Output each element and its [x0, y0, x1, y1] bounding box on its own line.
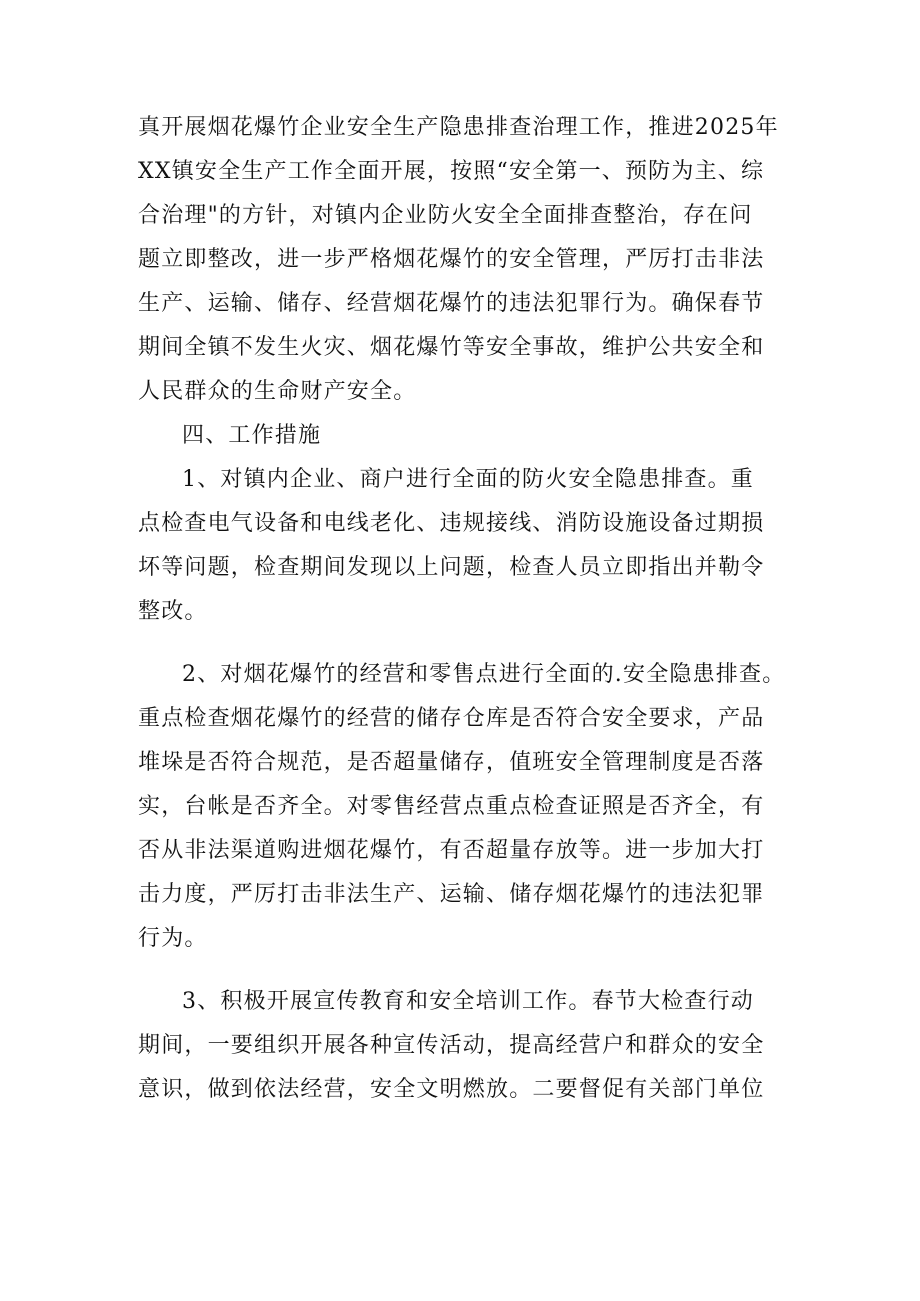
text-line: 合治理"的方针，对镇内企业防火安全全面排查整治，存在问: [138, 203, 753, 228]
text-line: 行为。: [138, 926, 208, 951]
text-line: 期间，一要组织开展各种宣传活动，提高经营户和群众的安全: [138, 1033, 765, 1058]
paragraph-gap: [138, 634, 798, 653]
paragraph-item-2: [138, 653, 798, 961]
text-line: 1、对镇内企业、商户进行全面的防火安全隐患排查。重: [182, 467, 754, 492]
text-line: 意识，做到依法经营，安全文明燃放。二要督促有关部门单位: [138, 1077, 765, 1102]
text-line: 2、对烟花爆竹的经营和零售点进行全面的.安全隐患排查。: [182, 662, 786, 687]
paragraph-intro: [138, 106, 798, 414]
text-line: 击力度，严厉打击非法生产、运输、储存烟花爆竹的违法犯罪: [138, 882, 765, 907]
text-line: 3、积极开展宣传教育和安全培训工作。春节大检查行动: [182, 989, 754, 1014]
paragraph-item-1: [138, 458, 798, 634]
text-line: 题立即整改，进一步严格烟花爆竹的安全管理，严厉打击非法: [138, 247, 765, 272]
section-heading: 四、工作措施: [182, 423, 322, 448]
text-line: 否从非法渠道购进烟花爆竹，有否超量存放等。进一步加大打: [138, 838, 765, 863]
paragraph-item-3: [138, 980, 798, 1112]
text-line: 人民群众的生命财产安全。: [138, 379, 417, 404]
text-line: 期间全镇不发生火灾、烟花爆竹等安全事故，维护公共安全和: [138, 335, 765, 360]
text-line: XX镇安全生产工作全面开展，按照“安全第一、预防为主、综: [138, 159, 765, 184]
text-line: 坏等问题，检查期间发现以上问题，检查人员立即指出并勒令: [138, 555, 765, 580]
document-page: [138, 106, 798, 1112]
text-line: 重点检查烟花爆竹的经营的储存仓库是否符合安全要求，产品: [138, 706, 765, 731]
paragraph-gap: [138, 961, 798, 980]
text-line: 点检查电气设备和电线老化、违规接线、消防设施设备过期损: [138, 511, 765, 536]
text-line: 实，台帐是否齐全。对零售经营点重点检查证照是否齐全，有: [138, 794, 765, 819]
text-line: 真开展烟花爆竹企业安全生产隐患排查治理工作，推进2025年: [138, 115, 779, 140]
text-line: 堆垛是否符合规范，是否超量储存，值班安全管理制度是否落: [138, 750, 765, 775]
text-line: 整改。: [138, 599, 208, 624]
text-line: 生产、运输、储存、经营烟花爆竹的违法犯罪行为。确保春节: [138, 291, 765, 316]
